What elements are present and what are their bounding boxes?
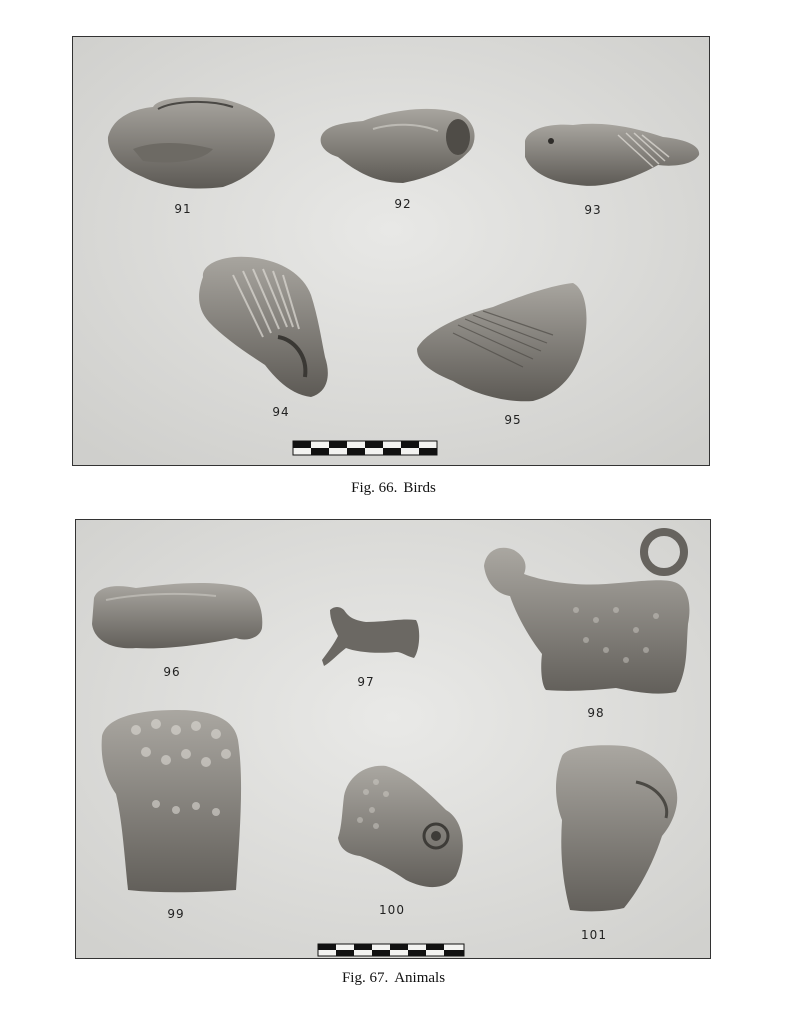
scale-bar — [293, 441, 437, 455]
figure-number: Fig. 66. — [351, 480, 398, 496]
specimen-number: 93 — [584, 203, 602, 217]
figure-title: Birds — [403, 480, 436, 496]
specimen-number: 96 — [163, 665, 181, 679]
figure-number: Fig. 67. — [341, 970, 389, 986]
figure-caption-67 — [0, 970, 787, 987]
specimen-number: 95 — [504, 413, 522, 427]
specimen-number: 100 — [379, 903, 405, 917]
specimen-number: 99 — [167, 907, 185, 921]
birds-photo — [73, 37, 709, 465]
specimen-number: 97 — [357, 675, 375, 689]
specimen-number: 92 — [394, 197, 412, 211]
photo-plate-birds — [72, 36, 710, 466]
photo-plate-animals — [75, 519, 711, 959]
specimen-number: 101 — [581, 928, 607, 942]
scale-bar — [318, 944, 464, 956]
figure-title: Animals — [394, 970, 446, 986]
specimen-number: 94 — [272, 405, 290, 419]
figure-caption-66 — [0, 480, 787, 497]
specimen-number: 91 — [174, 202, 192, 216]
specimen-number: 98 — [587, 706, 605, 720]
animals-photo — [76, 520, 710, 958]
